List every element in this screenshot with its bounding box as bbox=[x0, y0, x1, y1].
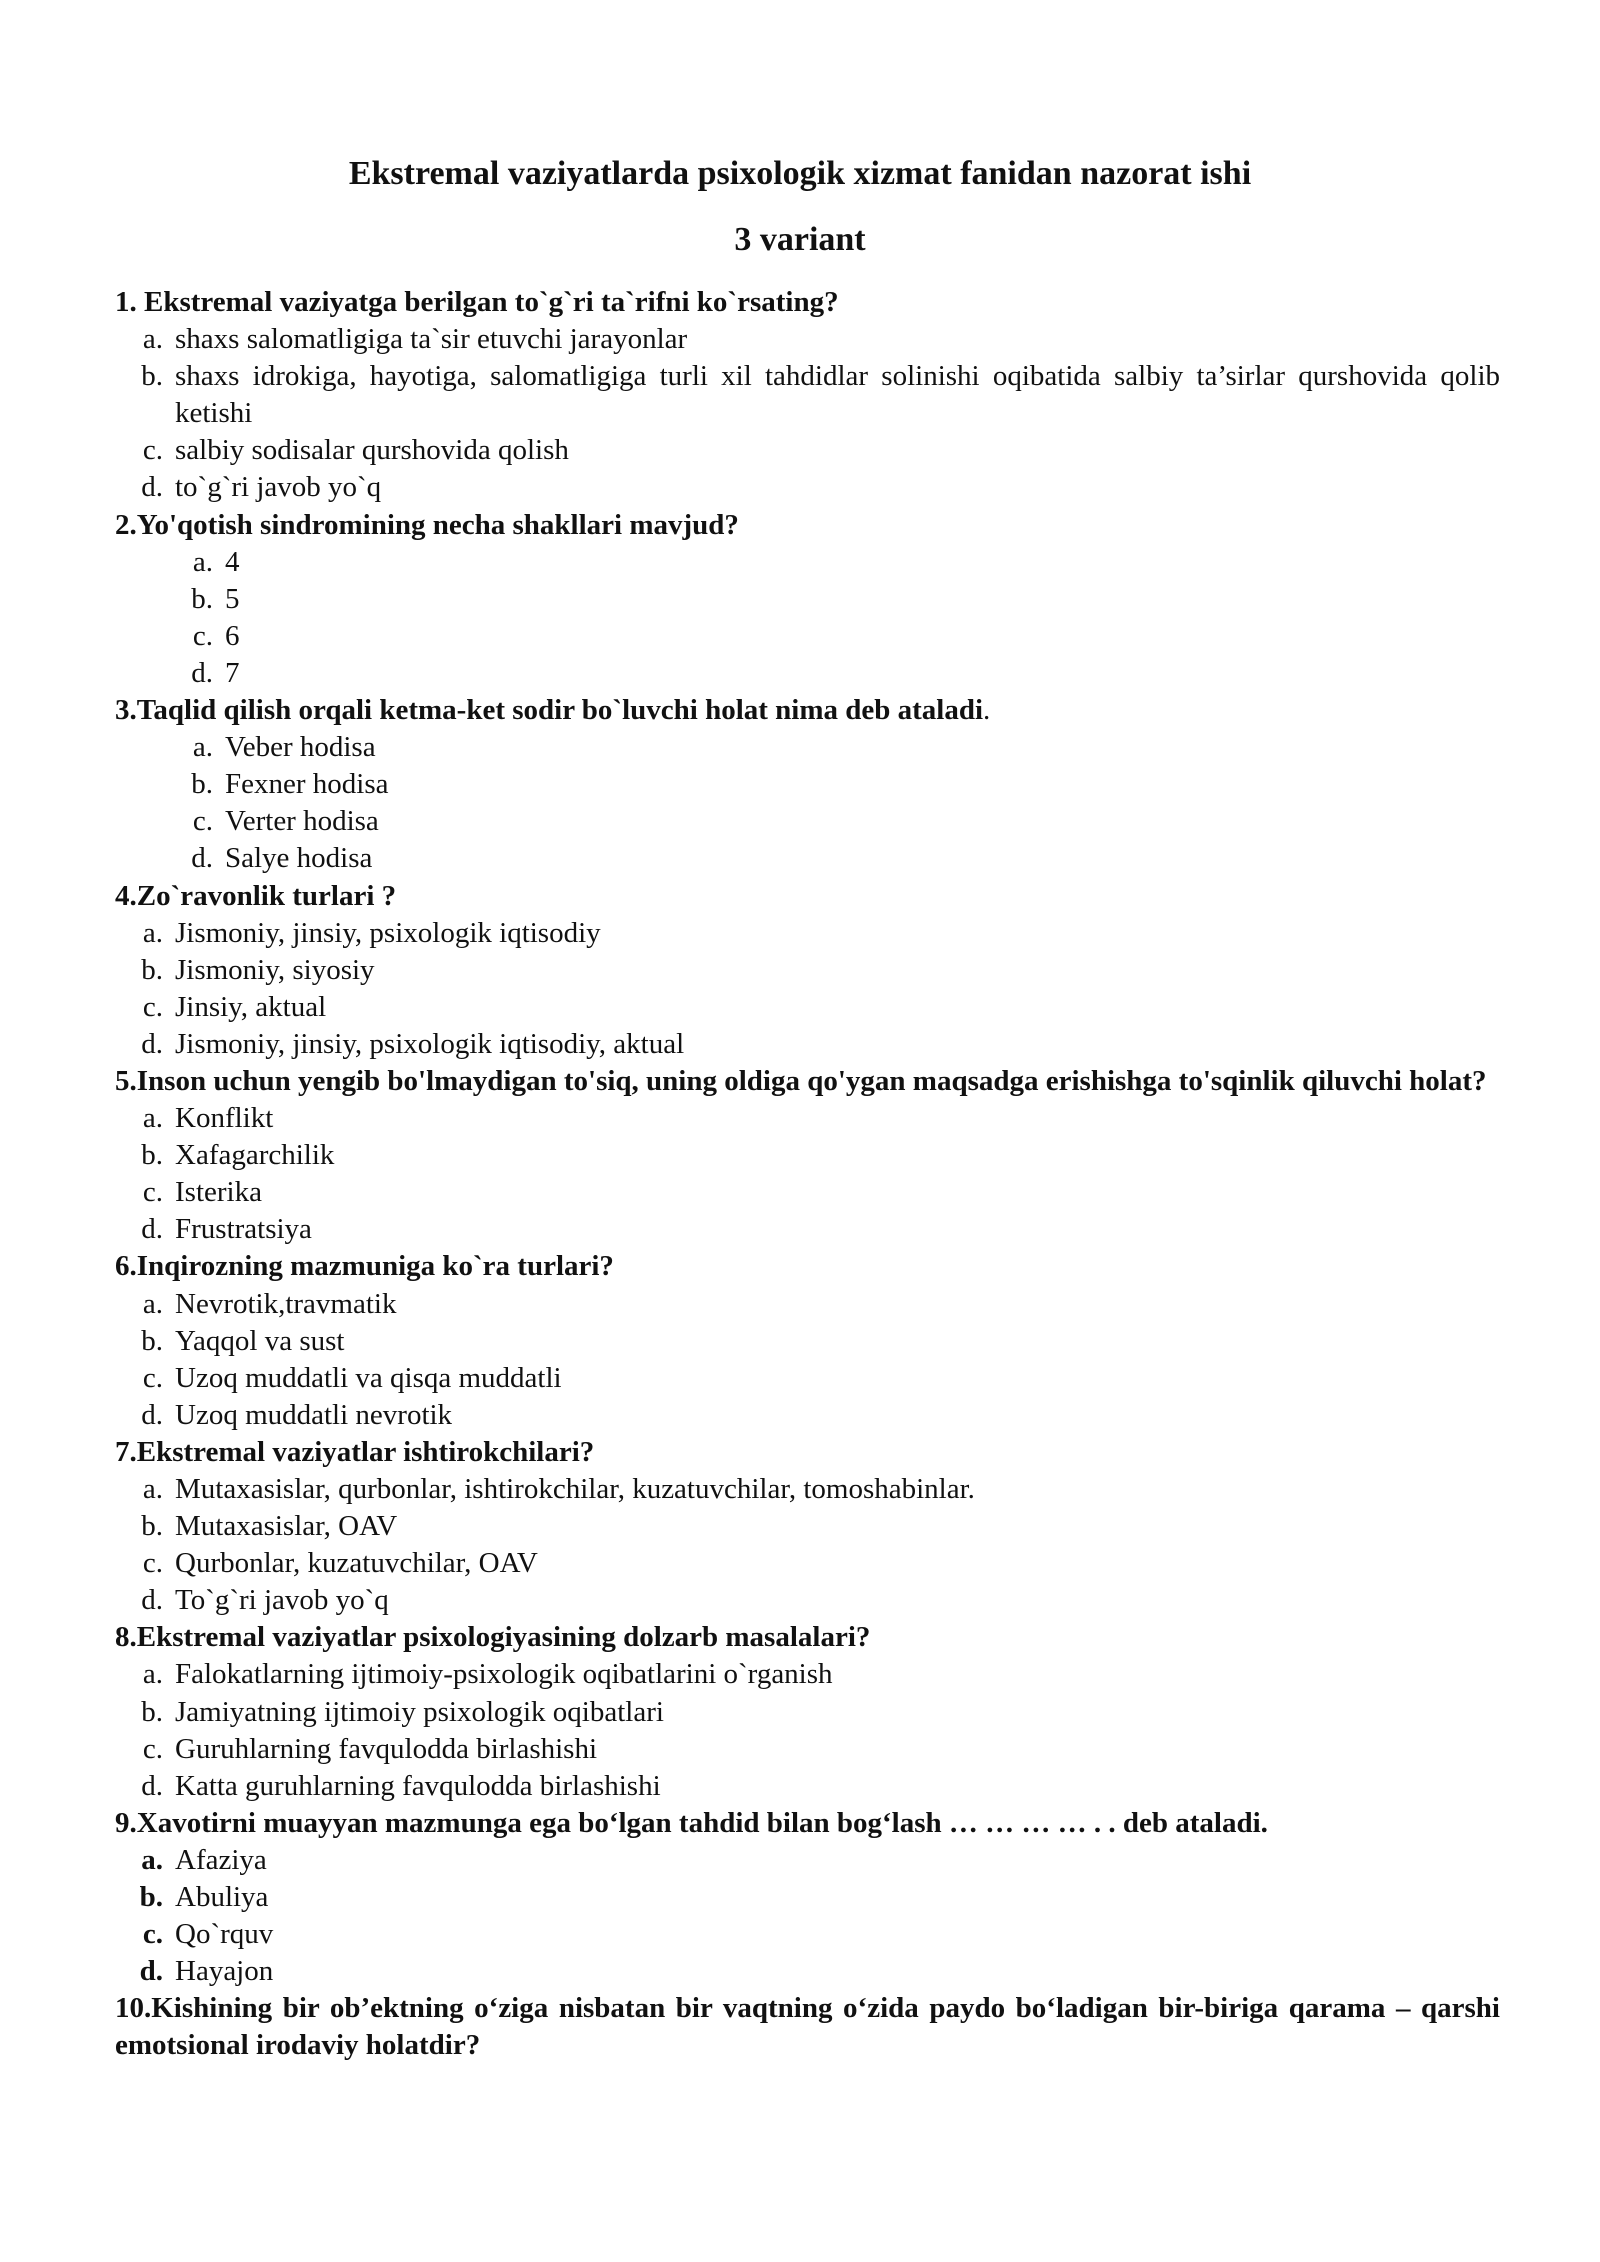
question-10: 10.Kishining bir ob’ektning o‘ziga nisbatan bir vaqtning o‘zida paydo bo‘ladigan bir-biriga qarama – qarshi emotsional irodaviy holatdir? bbox=[115, 1992, 1500, 2062]
option-7b: b. Mutaxasislar, OAV bbox=[141, 1510, 398, 1543]
option-5d: d. Frustratsiya bbox=[141, 1213, 312, 1246]
question-3: 3.Taqlid qilish orqali ketma-ket sodir bo`luvchi holat nima deb ataladi. bbox=[115, 694, 991, 727]
option-9c: c. Qo`rquv bbox=[142, 1918, 274, 1951]
option-7d: d. To`g`ri javob yo`q bbox=[141, 1584, 389, 1617]
option-8a: a. Falokatlarning ijtimoiy-psixologik oqibatlarini o`rganish bbox=[142, 1658, 833, 1691]
option-4c: c. Jinsiy, aktual bbox=[142, 990, 327, 1023]
option-7c: c. Qurbonlar, kuzatuvchilar, OAV bbox=[142, 1547, 538, 1580]
question-8: 8.Ekstremal vaziyatlar psixologiyasining dolzarb masalalari? bbox=[115, 1621, 871, 1654]
questions-list bbox=[115, 284, 1500, 2065]
option-3c: c. Verter hodisa bbox=[192, 805, 379, 838]
option-4b: b. Jismoniy, siyosiy bbox=[141, 953, 375, 986]
option-1d: d. to`g`ri javob yo`q bbox=[141, 471, 382, 504]
option-5b: b. Xafagarchilik bbox=[141, 1139, 335, 1172]
option-4a: a. Jismoniy, jinsiy, psixologik iqtisodiy bbox=[142, 916, 601, 949]
option-1c: c. salbiy sodisalar qurshovida qolish bbox=[142, 434, 569, 467]
option-9a: a. Afaziya bbox=[141, 1843, 267, 1876]
option-6b: b. Yaqqol va sust bbox=[141, 1324, 345, 1357]
document-title: Ekstremal vaziyatlarda psixologik xizmat fanidan nazorat ishi bbox=[348, 155, 1252, 192]
option-2b: b. 5 bbox=[191, 582, 240, 615]
option-8b: b. Jamiyatning ijtimoiy psixologik oqibatlari bbox=[141, 1695, 664, 1728]
question-6: 6.Inqirozning mazmuniga ko`ra turlari? bbox=[115, 1250, 614, 1283]
option-6d: d. Uzoq muddatli nevrotik bbox=[141, 1398, 453, 1431]
question-5: 5.Inson uchun yengib bo'lmaydigan to'siq, uning oldiga qo'ygan maqsadga erishishga to'sqinlik qiluvchi holat? bbox=[115, 1064, 1487, 1097]
option-3a: a. Veber hodisa bbox=[192, 731, 376, 764]
option-1a: a. shaxs salomatligiga ta`sir etuvchi jarayonlar bbox=[142, 323, 688, 356]
option-2a: a. 4 bbox=[192, 545, 240, 578]
option-9d: d. Hayajon bbox=[139, 1955, 274, 1988]
option-6a: a. Nevrotik,travmatik bbox=[142, 1287, 397, 1320]
option-5c: c. Isterika bbox=[142, 1176, 262, 1209]
option-1b: b. shaxs idrokiga, hayotiga, salomatligiga turli xil tahdidlar solinishi oqibatida salbiy ta’sirlar qurshovida qolib ketishi bbox=[141, 360, 1500, 430]
option-3b: b. Fexner hodisa bbox=[191, 768, 389, 801]
option-8c: c. Guruhlarning favqulodda birlashishi bbox=[142, 1732, 598, 1765]
option-3d: d. Salye hodisa bbox=[191, 842, 373, 875]
option-5a: a. Konflikt bbox=[142, 1102, 274, 1135]
variant-label: 3 variant bbox=[734, 221, 866, 258]
question-1: 1. Ekstremal vaziyatga berilgan to`g`ri ta`rifni ko`rsating? bbox=[115, 286, 839, 318]
option-4d: d. Jismoniy, jinsiy, psixologik iqtisodiy, aktual bbox=[141, 1027, 685, 1060]
question-9: 9.Xavotirni muayyan mazmunga ega bo‘lgan tahdid bilan bog‘lash … … … … . . deb ataladi. bbox=[115, 1806, 1268, 1839]
question-4: 4.Zo`ravonlik turlari ? bbox=[115, 879, 397, 912]
option-2c: c. 6 bbox=[192, 619, 240, 652]
option-6c: c. Uzoq muddatli va qisqa muddatli bbox=[142, 1361, 562, 1394]
option-9b: b. Abuliya bbox=[139, 1881, 269, 1914]
option-8d: d. Katta guruhlarning favqulodda birlashishi bbox=[141, 1769, 661, 1802]
option-7a: a. Mutaxasislar, qurbonlar, ishtirokchilar, kuzatuvchilar, tomoshabinlar. bbox=[142, 1473, 975, 1505]
option-2d: d. 7 bbox=[191, 656, 240, 689]
question-7: 7.Ekstremal vaziyatlar ishtirokchilari? bbox=[115, 1435, 595, 1468]
question-2: 2.Yo'qotish sindromining necha shakllari mavjud? bbox=[115, 508, 739, 541]
